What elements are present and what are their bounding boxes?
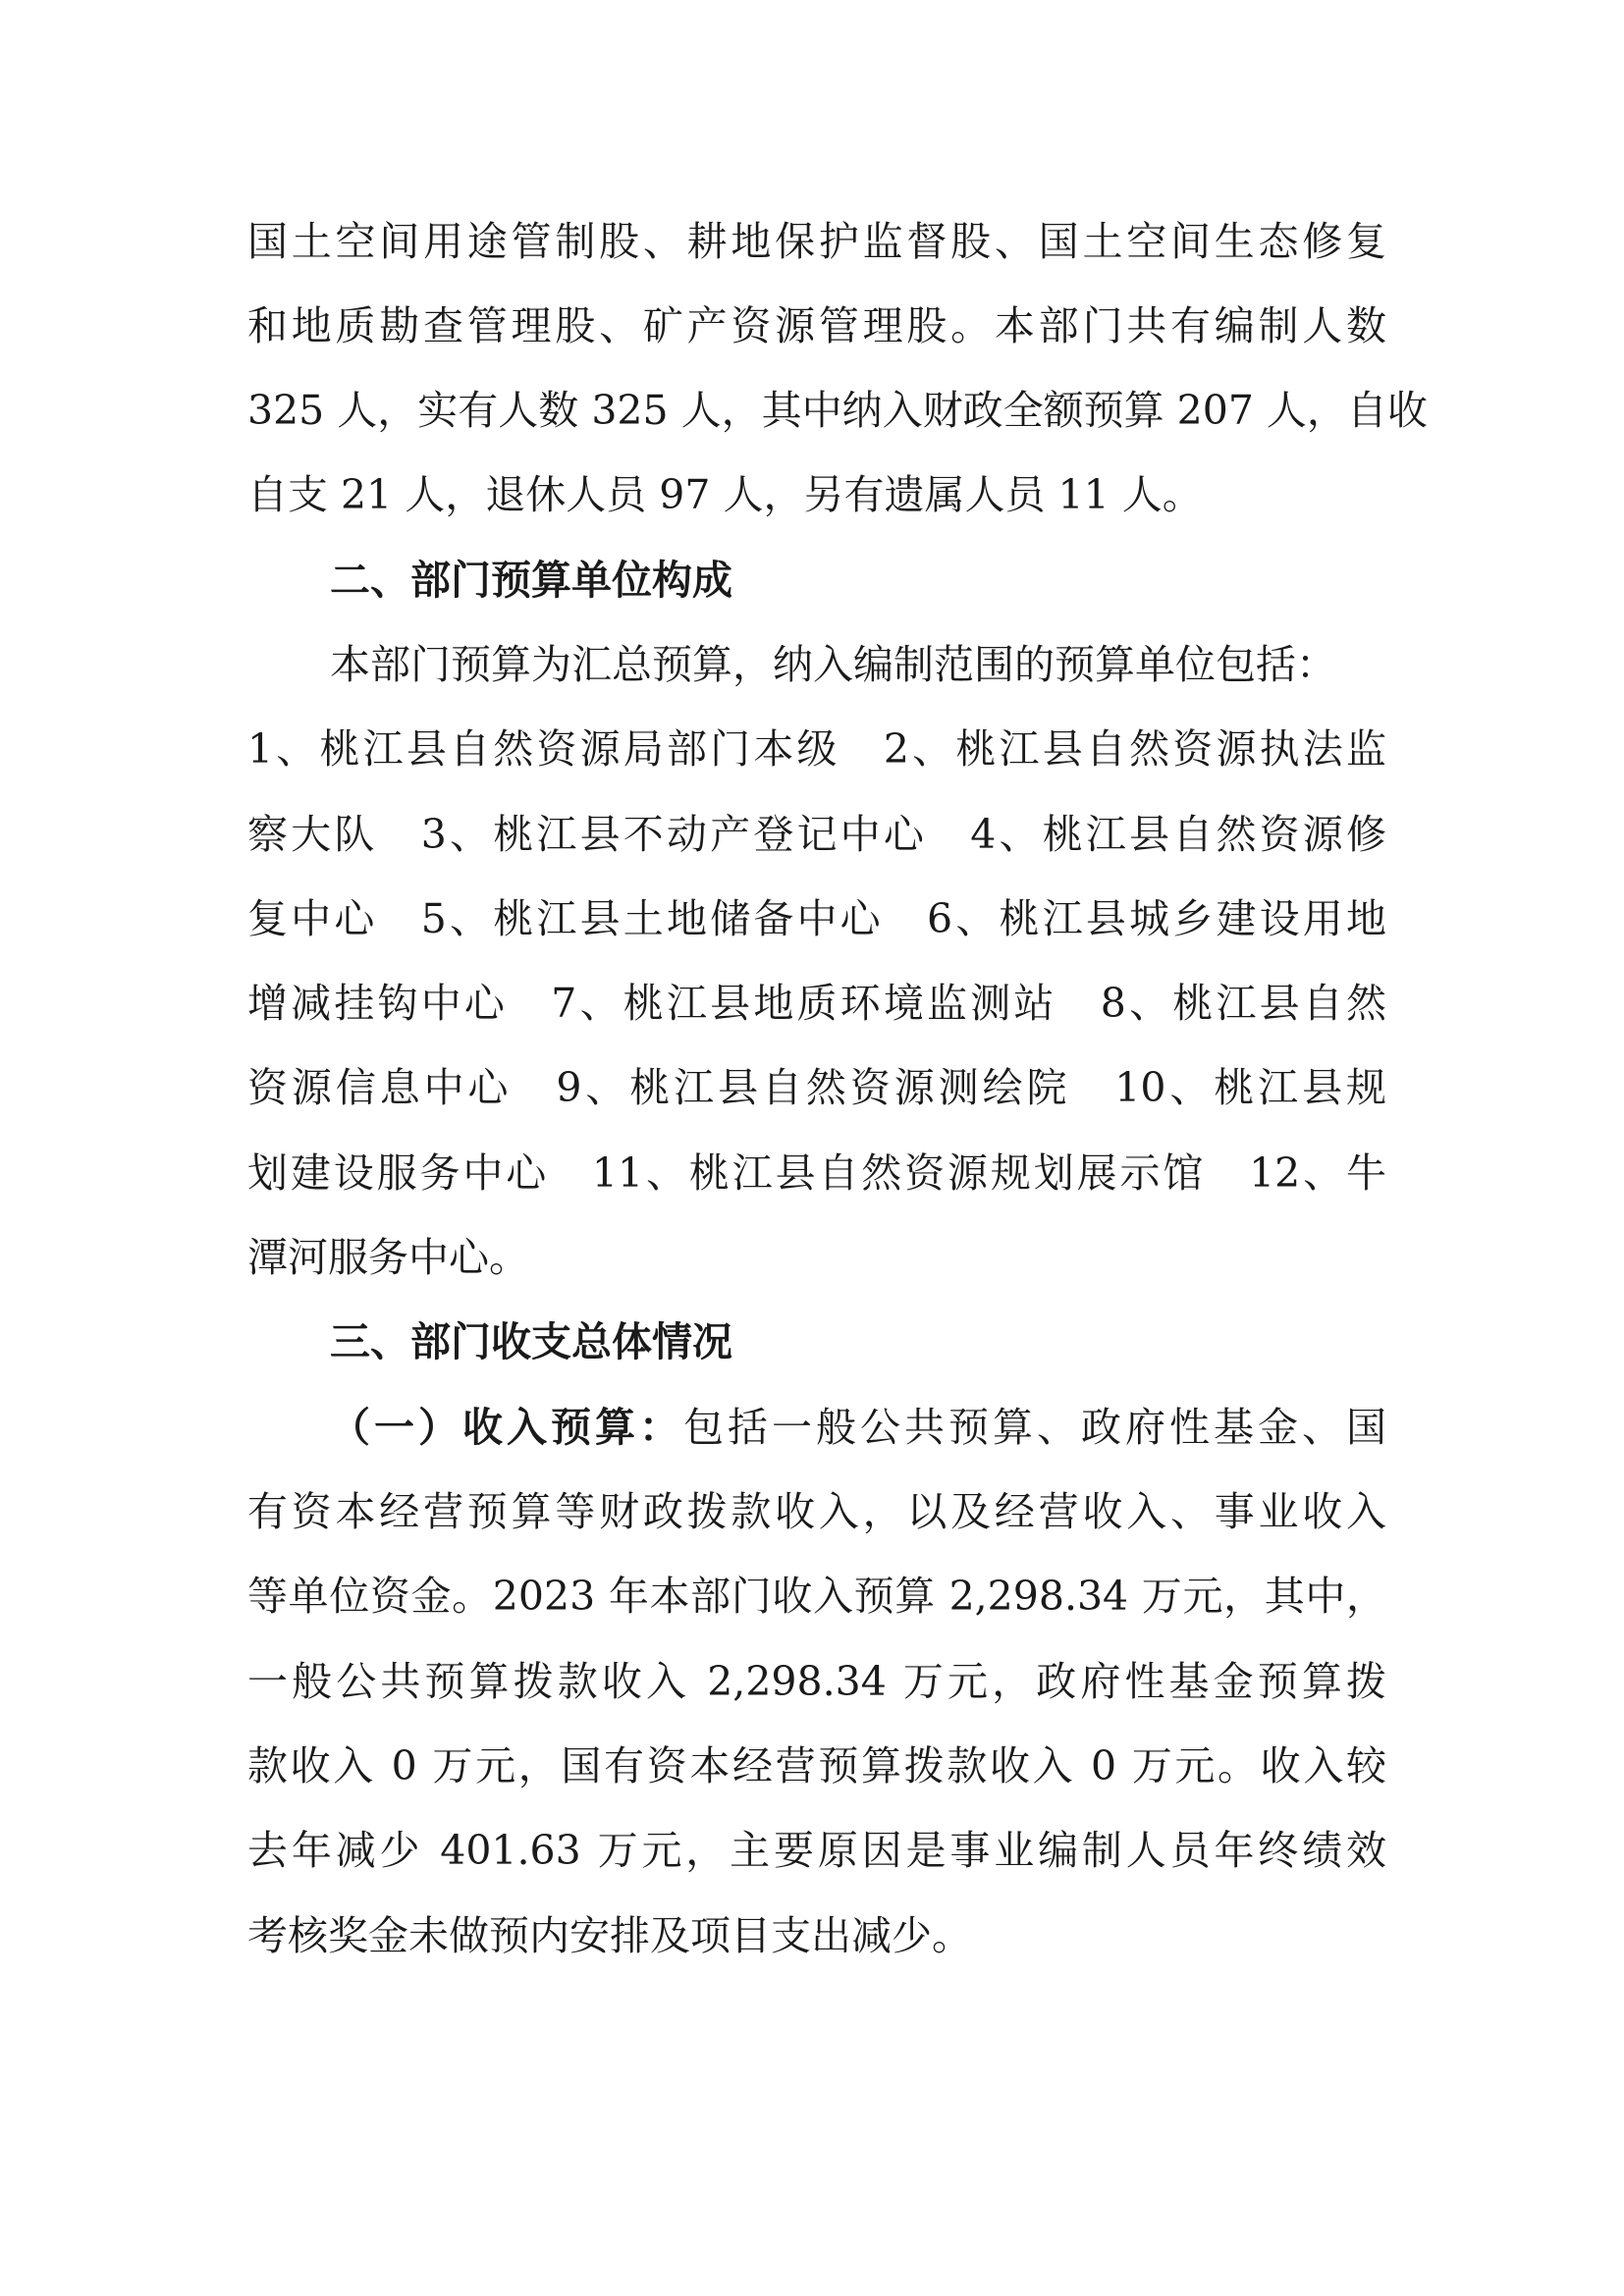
paragraph-line: 本部门预算为汇总预算，纳入编制范围的预算单位包括：: [330, 641, 1336, 688]
paragraph-text: 包括一般公共预算、政府性基金、国: [683, 1404, 1386, 1451]
subsection-lead: （一）收入预算：: [330, 1404, 683, 1451]
paragraph-line: 国土空间用途管制股、耕地保护监督股、国土空间生态修复: [247, 218, 1386, 265]
paragraph-line: 一般公共预算拨款收入 2,298.34 万元，政府性基金预算拨: [247, 1658, 1386, 1705]
paragraph-line: 资源信息中心 9、桃江县自然资源测绘院 10、桃江县规: [247, 1064, 1386, 1111]
paragraph-line: 自支 21 人，退休人员 97 人，另有遗属人员 11 人。: [247, 471, 1203, 518]
paragraph-line: 和地质勘查管理股、矿产资源管理股。本部门共有编制人数: [247, 302, 1386, 349]
paragraph-line: 325 人，实有人数 325 人，其中纳入财政全额预算 207 人，自收: [247, 387, 1428, 434]
paragraph-line: 等单位资金。2023 年本部门收入预算 2,298.34 万元，其中，: [247, 1573, 1386, 1620]
paragraph-line: 1、桃江县自然资源局部门本级 2、桃江县自然资源执法监: [247, 725, 1386, 773]
paragraph-line: 款收入 0 万元，国有资本经营预算拨款收入 0 万元。收入较: [247, 1742, 1386, 1789]
paragraph-line: 复中心 5、桃江县土地储备中心 6、桃江县城乡建设用地: [247, 895, 1386, 942]
paragraph-line: 划建设服务中心 11、桃江县自然资源规划展示馆 12、牛: [247, 1149, 1386, 1197]
paragraph-line: 察大队 3、桃江县不动产登记中心 4、桃江县自然资源修: [247, 811, 1386, 858]
section-heading: 二、部门预算单位构成: [330, 557, 732, 604]
paragraph-line: 潭河服务中心。: [247, 1234, 529, 1281]
paragraph-line: [247, 1398, 1386, 1457]
section-heading: 三、部门收支总体情况: [330, 1318, 732, 1365]
paragraph-line: 考核奖金未做预内安排及项目支出减少。: [247, 1912, 972, 1959]
paragraph-line: 增减挂钩中心 7、桃江县地质环境监测站 8、桃江县自然: [247, 980, 1386, 1027]
paragraph-line: 去年减少 401.63 万元，主要原因是事业编制人员年终绩效: [247, 1827, 1386, 1874]
paragraph-line: 有资本经营预算等财政拨款收入，以及经营收入、事业收入: [247, 1488, 1386, 1535]
